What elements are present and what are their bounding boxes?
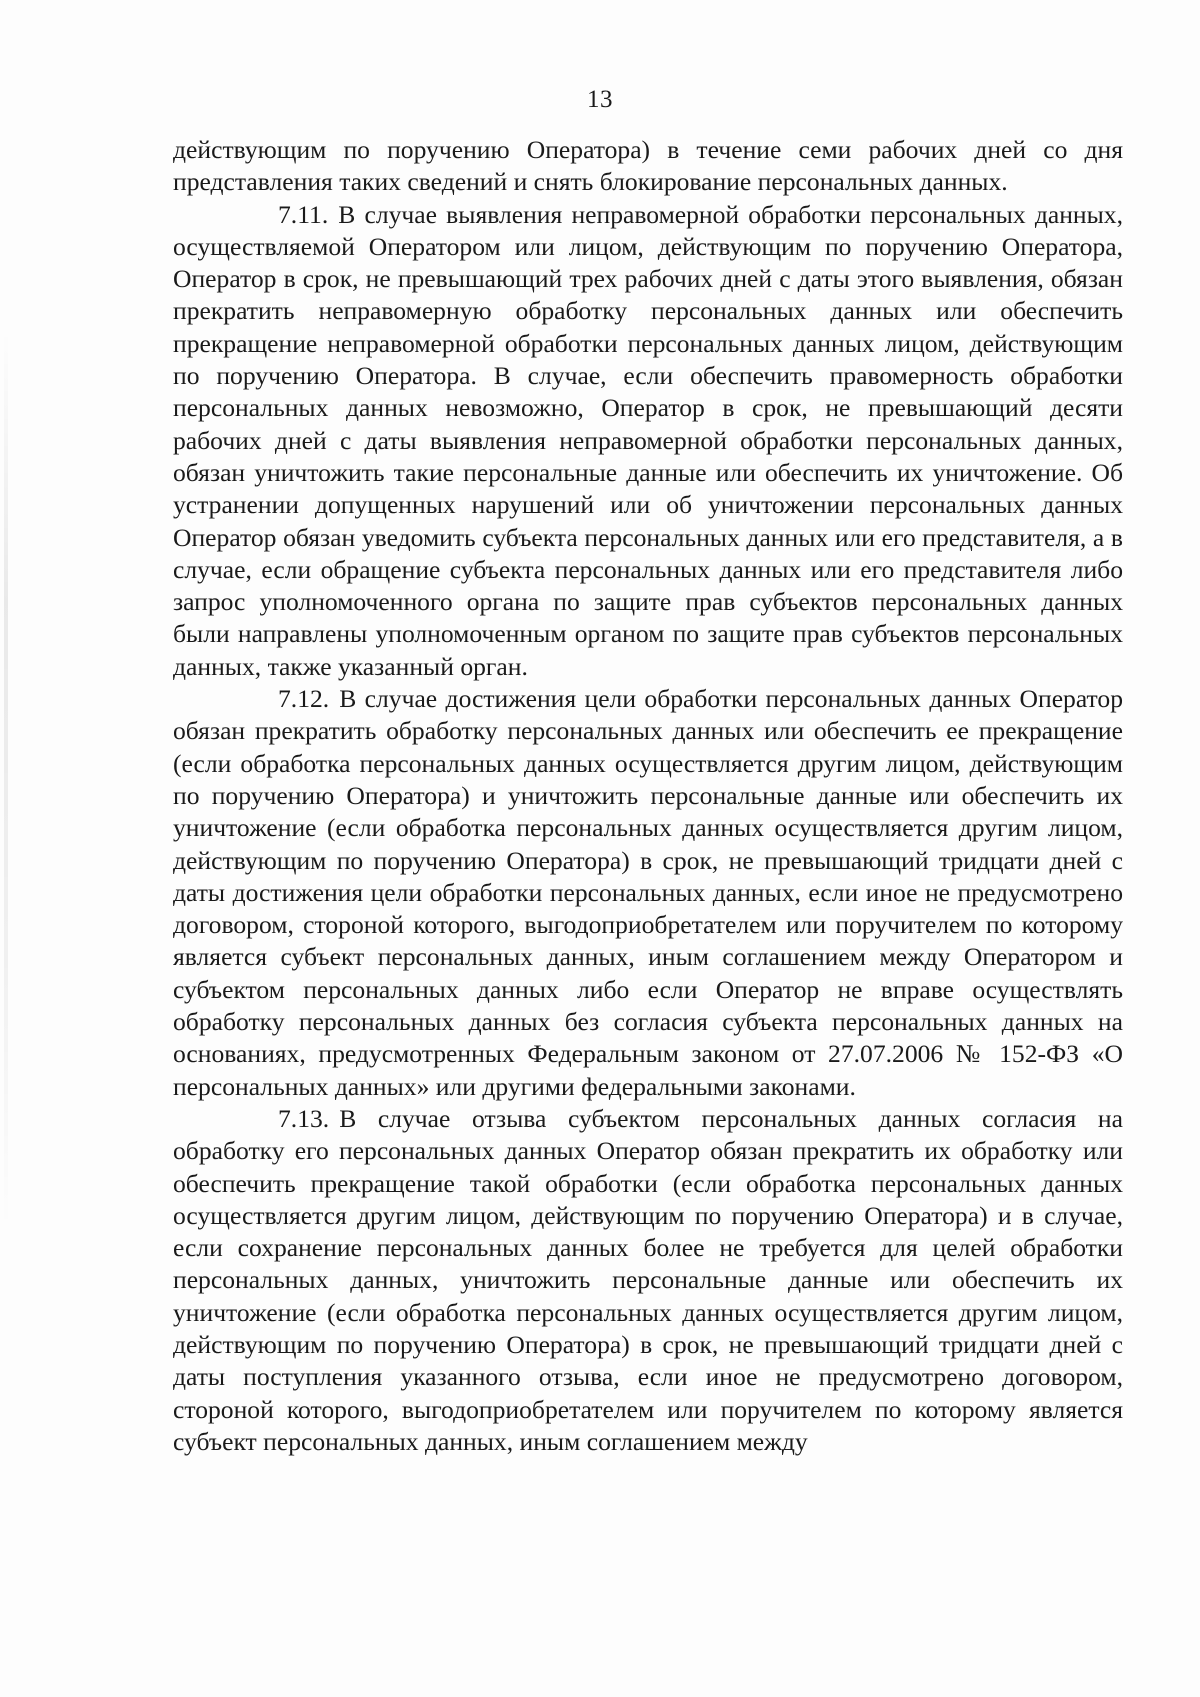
page-number: 13	[587, 86, 613, 113]
paragraph-7-11	[173, 199, 1123, 683]
paragraph-text: действующим по поручению Оператора) в течение семи рабочих дней со дня представления таких сведений и снять блокирование персональных данных.	[173, 135, 1123, 197]
paragraph-7-12	[173, 683, 1123, 1103]
paragraph-text: В случае выявления неправомерной обработки персональных данных, осуществляемой Оператором или лицом, действующим по поручению Оператора, Оператор в срок, не превышающий трех рабочих дней с даты этого выявления, обязан прекратить неправомерную обработку персональных данных или обеспечить прекращение неправомерной обработки персональных данных лицом, действующим по поручению Оператора. В случае, если обеспечить правомерность обработки персональных данных невозможно, Оператор в срок, не превышающий десяти рабочих дней с даты выявления неправомерной обработки персональных данных, обязан уничтожить такие персональные данные или обеспечить их уничтожение. Об устранении допущенных нарушений или об уничтожении персональных данных Оператор обязан уведомить субъекта персональных данных или его представителя, а в случае, если обращение субъекта персональных данных или его представителя либо запрос уполномоченного органа по защите прав субъектов персональных данных были направлены уполномоченным органом по защите прав субъектов персональных данных, также указанный орган.	[173, 199, 1123, 681]
paragraph-continuation	[173, 134, 1123, 199]
paragraph-7-13	[173, 1103, 1123, 1458]
scan-edge-shadow	[4, 330, 8, 1230]
clause-number: 7.13.	[278, 1103, 330, 1133]
clause-number: 7.12.	[278, 684, 330, 714]
clause-number: 7.11.	[278, 199, 329, 229]
document-body	[173, 134, 1123, 1458]
paragraph-text: В случае достижения цели обработки персональных данных Оператор обязан прекратить обработку персональных данных или обеспечить ее прекращение (если обработка персональных данных осуществляется другим лицом, действующим по поручению Оператора) и уничтожить персональные данные или обеспечить их уничтожение (если обработка персональных данных осуществляется другим лицом, действующим по поручению Оператора) в срок, не превышающий тридцати дней с даты достижения цели обработки персональных данных, если иное не предусмотрено договором, стороной которого, выгодоприобретателем или поручителем по которому является субъект персональных данных, иным соглашением между Оператором и субъектом персональных данных либо если Оператор не вправе осуществлять обработку персональных данных без согласия субъекта персональных данных на основаниях, предусмотренных Федеральным законом от 27.07.2006 № 152-ФЗ «О персональных данных» или другими федеральными законами.	[173, 684, 1123, 1101]
paragraph-text: В случае отзыва субъектом персональных данных согласия на обработку его персональных данных Оператор обязан прекратить их обработку или обеспечить прекращение такой обработки (если обработка персональных данных осуществляется другим лицом, действующим по поручению Оператора) и в случае, если сохранение персональных данных более не требуется для целей обработки персональных данных, уничтожить персональные данные или обеспечить их уничтожение (если обработка персональных данных осуществляется другим лицом, действующим по поручению Оператора) в срок, не превышающий тридцати дней с даты поступления указанного отзыва, если иное не предусмотрено договором, стороной которого, выгодоприобретателем или поручителем по которому является субъект персональных данных, иным соглашением между	[173, 1103, 1123, 1456]
